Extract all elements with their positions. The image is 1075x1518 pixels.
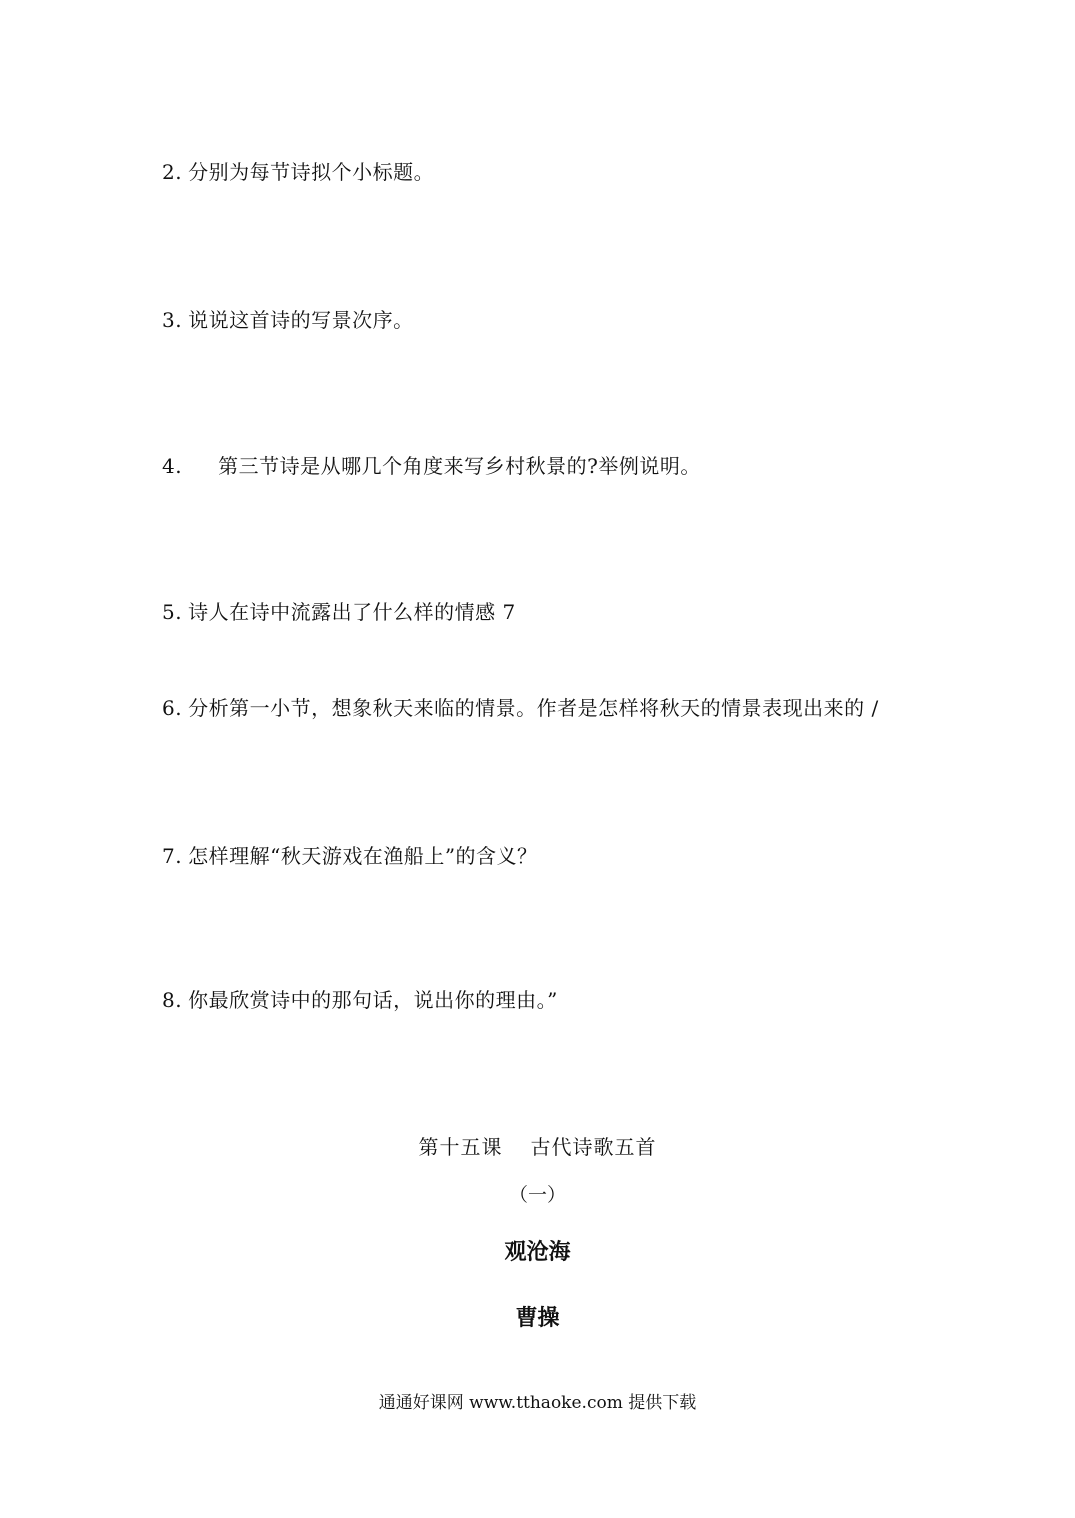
question-number: 7. [162,844,183,868]
lesson-title: 古代诗歌五首 [530,1135,657,1159]
question-7 [162,842,538,870]
poem-author: 曹操 [515,1306,560,1331]
question-6 [162,694,879,722]
question-text: 诗人在诗中流露出了什么样的情感 7 [188,600,516,624]
question-number: 5. [162,600,183,624]
question-number: 3. [162,308,183,332]
question-text: 第三节诗是从哪几个角度来写乡村秋景的?举例说明。 [218,454,701,478]
question-number: 6. [162,696,183,720]
question-text: 分析第一小节，想象秋天来临的情景。作者是怎样将秋天的情景表现出来的 / [188,696,879,720]
question-4 [162,452,701,480]
question-number: 8. [162,988,183,1012]
question-text: 怎样理解“秋天游戏在渔船上”的含义？ [188,844,538,868]
question-number: 2. [162,160,183,184]
question-5 [162,598,516,626]
lesson-heading [0,1133,1075,1161]
question-number: 4. [162,454,183,478]
question-text: 说说这首诗的写景次序。 [188,308,414,332]
question-text: 你最欣赏诗中的那句话，说出你的理由。” [188,988,558,1012]
lesson-number: 第十五课 [418,1135,503,1159]
poem-title: 观沧海 [504,1240,571,1265]
page-footer: 通通好课网 www.tthaoke.com 提供下载 [378,1393,697,1413]
question-text: 分别为每节诗拟个小标题。 [188,160,435,184]
question-2 [162,158,434,186]
section-marker: （一） [508,1184,566,1206]
question-8 [162,986,558,1014]
question-3 [162,306,414,334]
